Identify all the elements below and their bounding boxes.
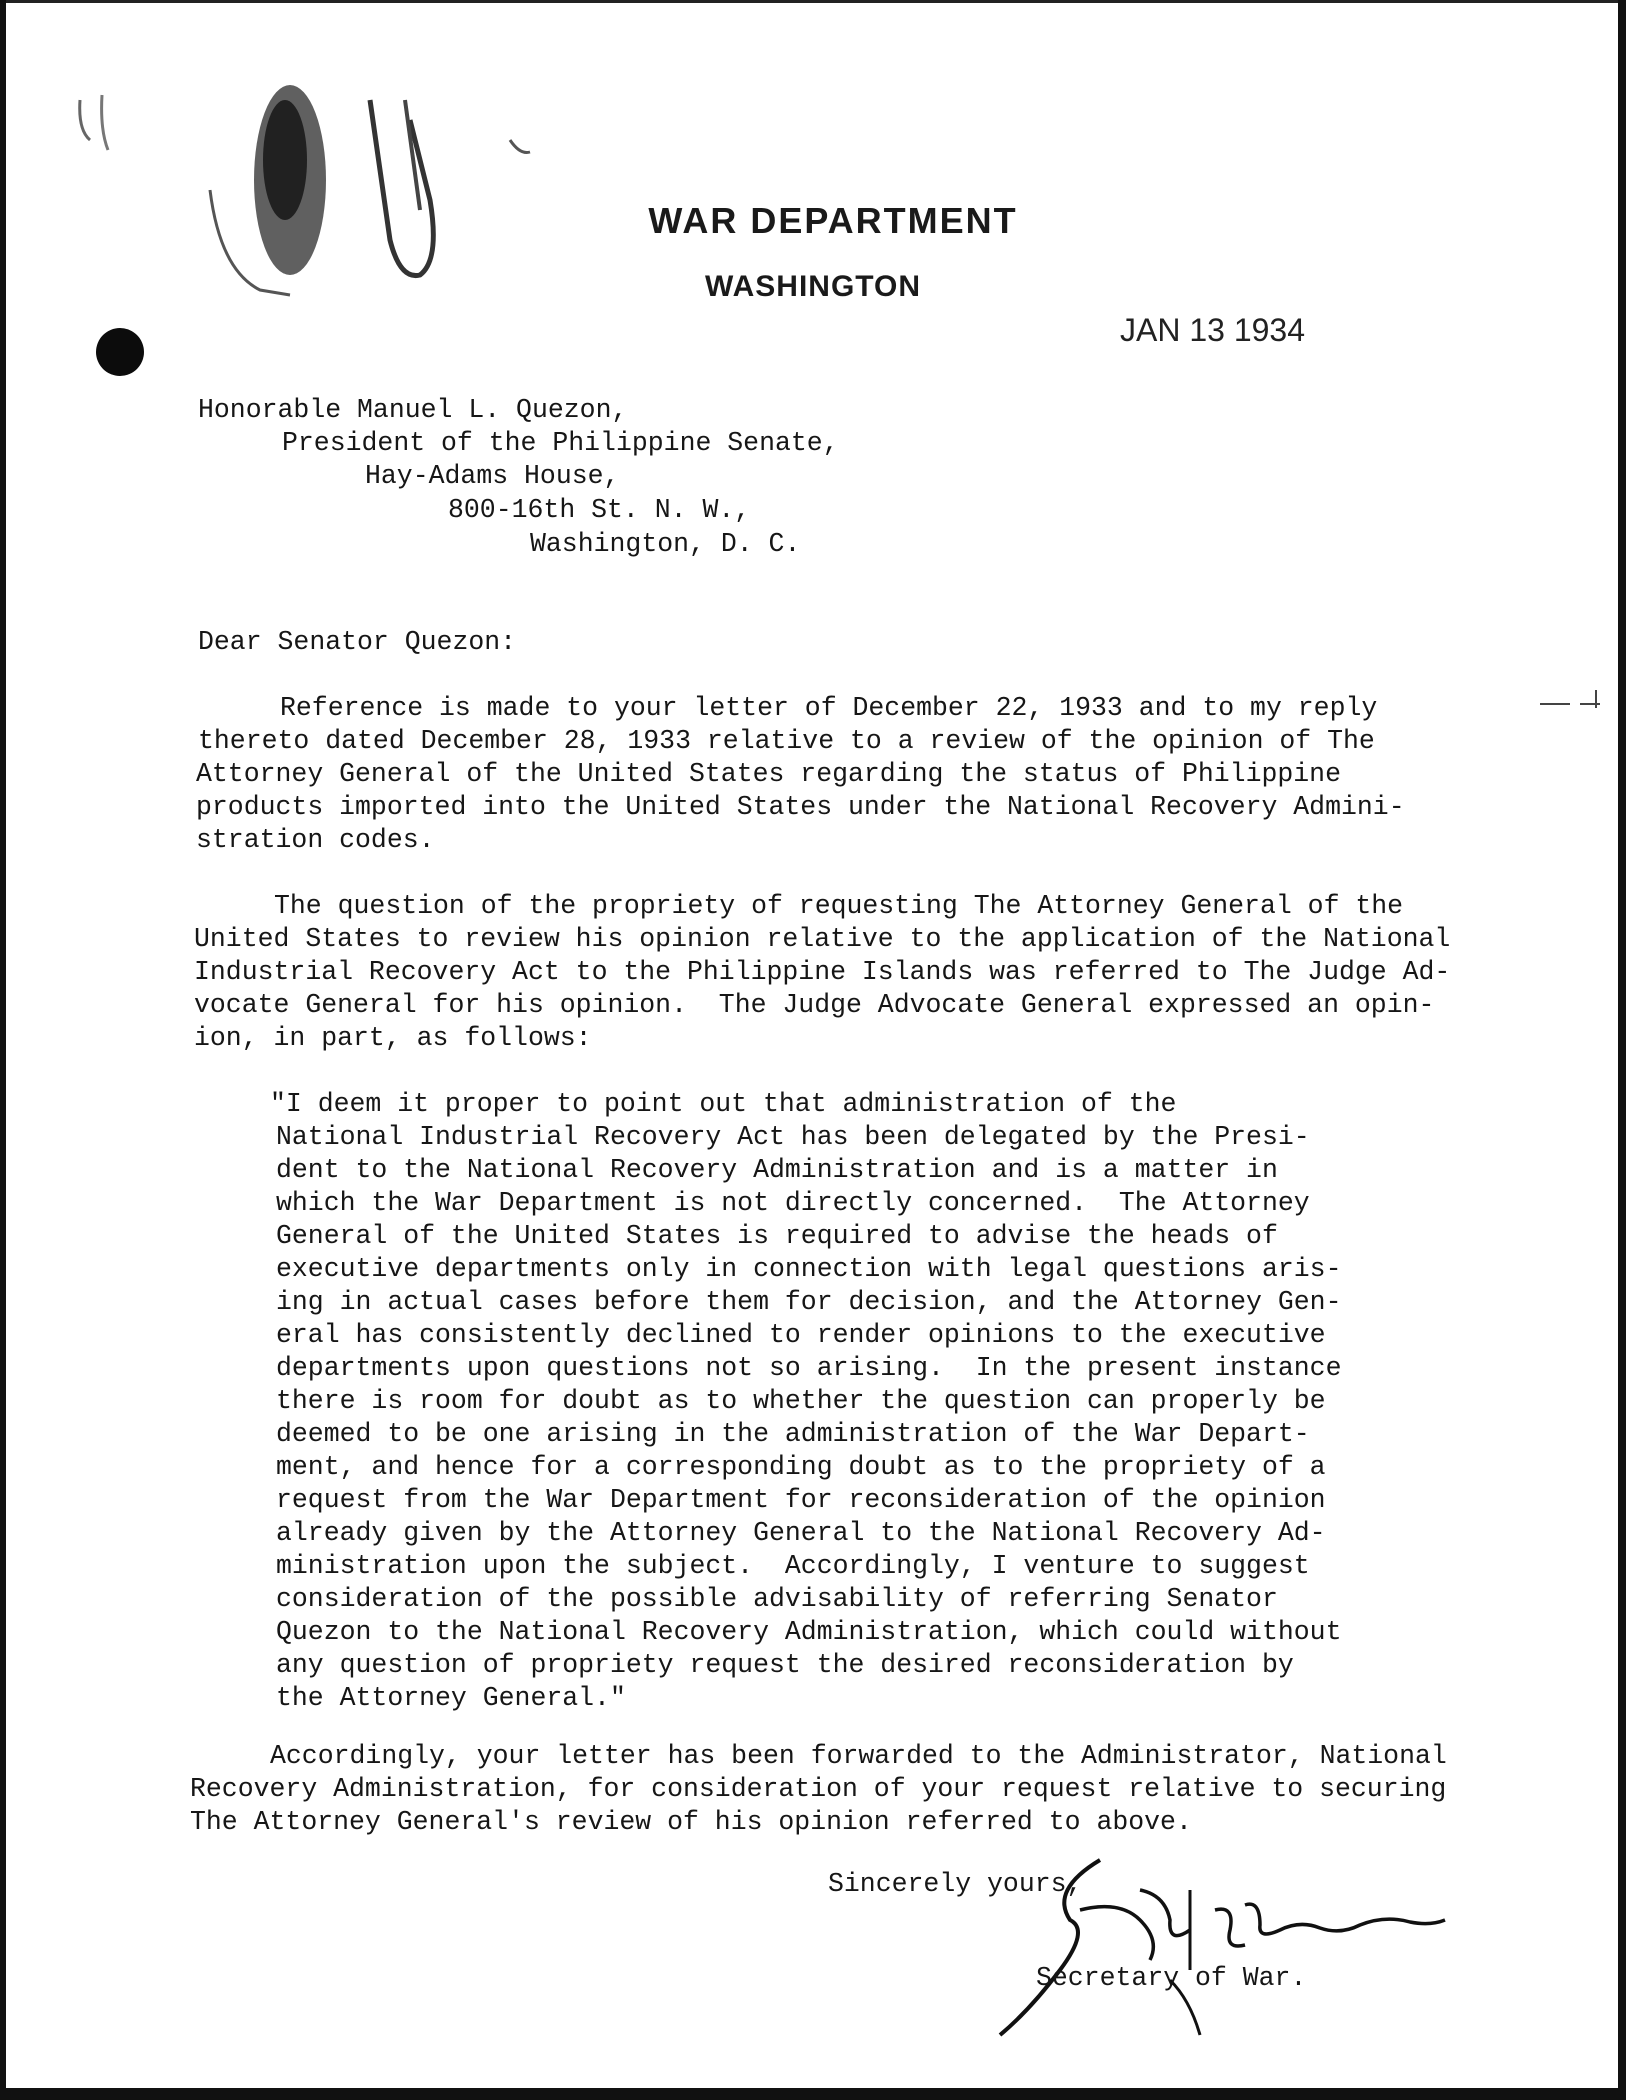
- quote-line: Quezon to the National Recovery Administration, which could without: [276, 1617, 1342, 1647]
- paragraph-3-line: Recovery Administration, for consideration of your request relative to securing: [190, 1774, 1447, 1804]
- signature-title: Secretary of War.: [1036, 1963, 1307, 1993]
- paragraph-2-line: vocate General for his opinion. The Judge Advocate General expressed an opin-: [194, 990, 1435, 1020]
- date-stamp: JAN 13 1934: [1120, 312, 1306, 348]
- address-line-3: Hay-Adams House,: [365, 461, 620, 491]
- paragraph-1-line: thereto dated December 28, 1933 relative to a review of the opinion of The: [198, 726, 1375, 756]
- paragraph-1-line: Reference is made to your letter of December 22, 1933 and to my reply: [280, 693, 1378, 723]
- quote-line: the Attorney General.": [276, 1683, 626, 1713]
- quote-line: departments upon questions not so arising. In the present instance: [276, 1353, 1342, 1383]
- quote-line: ing in actual cases before them for decision, and the Attorney Gen-: [276, 1287, 1342, 1317]
- quote-line: which the War Department is not directly concerned. The Attorney: [276, 1188, 1310, 1218]
- paragraph-1-line: stration codes.: [196, 825, 435, 855]
- letterhead-department: WAR DEPARTMENT: [648, 200, 1018, 241]
- closing: Sincerely yours,: [828, 1869, 1083, 1899]
- quote-line: request from the War Department for reconsideration of the opinion: [276, 1485, 1326, 1515]
- paragraph-1-line: Attorney General of the United States regarding the status of Philippine: [196, 759, 1341, 789]
- quote-line: there is room for doubt as to whether the question can properly be: [276, 1386, 1326, 1416]
- paper-clip-marks: [60, 40, 560, 300]
- scan-border-bottom: [0, 2088, 1626, 2100]
- quote-line: eral has consistently declined to render opinions to the executive: [276, 1320, 1326, 1350]
- letterhead-city: WASHINGTON: [704, 270, 922, 303]
- quote-line: any question of propriety request the desired reconsideration by: [276, 1650, 1294, 1680]
- quote-line: consideration of the possible advisability of referring Senator: [276, 1584, 1278, 1614]
- quote-line: executive departments only in connection with legal questions aris-: [276, 1254, 1342, 1284]
- paragraph-3-line: The Attorney General's review of his opinion referred to above.: [190, 1807, 1192, 1837]
- paragraph-3-line: Accordingly, your letter has been forwarded to the Administrator, National: [270, 1741, 1447, 1771]
- paragraph-2-line: Industrial Recovery Act to the Philippine Islands was referred to The Judge Ad-: [194, 957, 1451, 987]
- margin-mark: [1540, 680, 1610, 720]
- paragraph-2-line: United States to review his opinion relative to the application of the National: [194, 924, 1451, 954]
- quote-line: ment, and hence for a corresponding doubt as to the propriety of a: [276, 1452, 1326, 1482]
- paragraph-2-line: The question of the propriety of requesting The Attorney General of the: [274, 891, 1404, 921]
- punch-hole: [96, 328, 144, 376]
- quote-line: dent to the National Recovery Administration and is a matter in: [276, 1155, 1278, 1185]
- quote-line: deemed to be one arising in the administration of the War Depart-: [276, 1419, 1310, 1449]
- salutation: Dear Senator Quezon:: [198, 627, 517, 657]
- quote-line: General of the United States is required to advise the heads of: [276, 1221, 1278, 1251]
- address-line-1: Honorable Manuel L. Quezon,: [198, 395, 628, 425]
- scan-border-right: [1618, 0, 1626, 2100]
- quote-line: National Industrial Recovery Act has been delegated by the Presi-: [276, 1122, 1310, 1152]
- paragraph-2-line: ion, in part, as follows:: [194, 1023, 592, 1053]
- quote-line: "I deem it proper to point out that administration of the: [270, 1089, 1177, 1119]
- quote-line: already given by the Attorney General to the National Recovery Ad-: [276, 1518, 1326, 1548]
- scan-border-left: [0, 0, 6, 2100]
- address-line-5: Washington, D. C.: [530, 529, 801, 559]
- scan-border-top: [0, 0, 1626, 3]
- quote-line: ministration upon the subject. Accordingly, I venture to suggest: [276, 1551, 1310, 1581]
- paragraph-1-line: products imported into the United States under the National Recovery Admini-: [196, 792, 1405, 822]
- address-line-4: 800-16th St. N. W.,: [448, 495, 751, 525]
- address-line-2: President of the Philippine Senate,: [282, 428, 839, 458]
- handwritten-signature: [990, 1850, 1450, 2040]
